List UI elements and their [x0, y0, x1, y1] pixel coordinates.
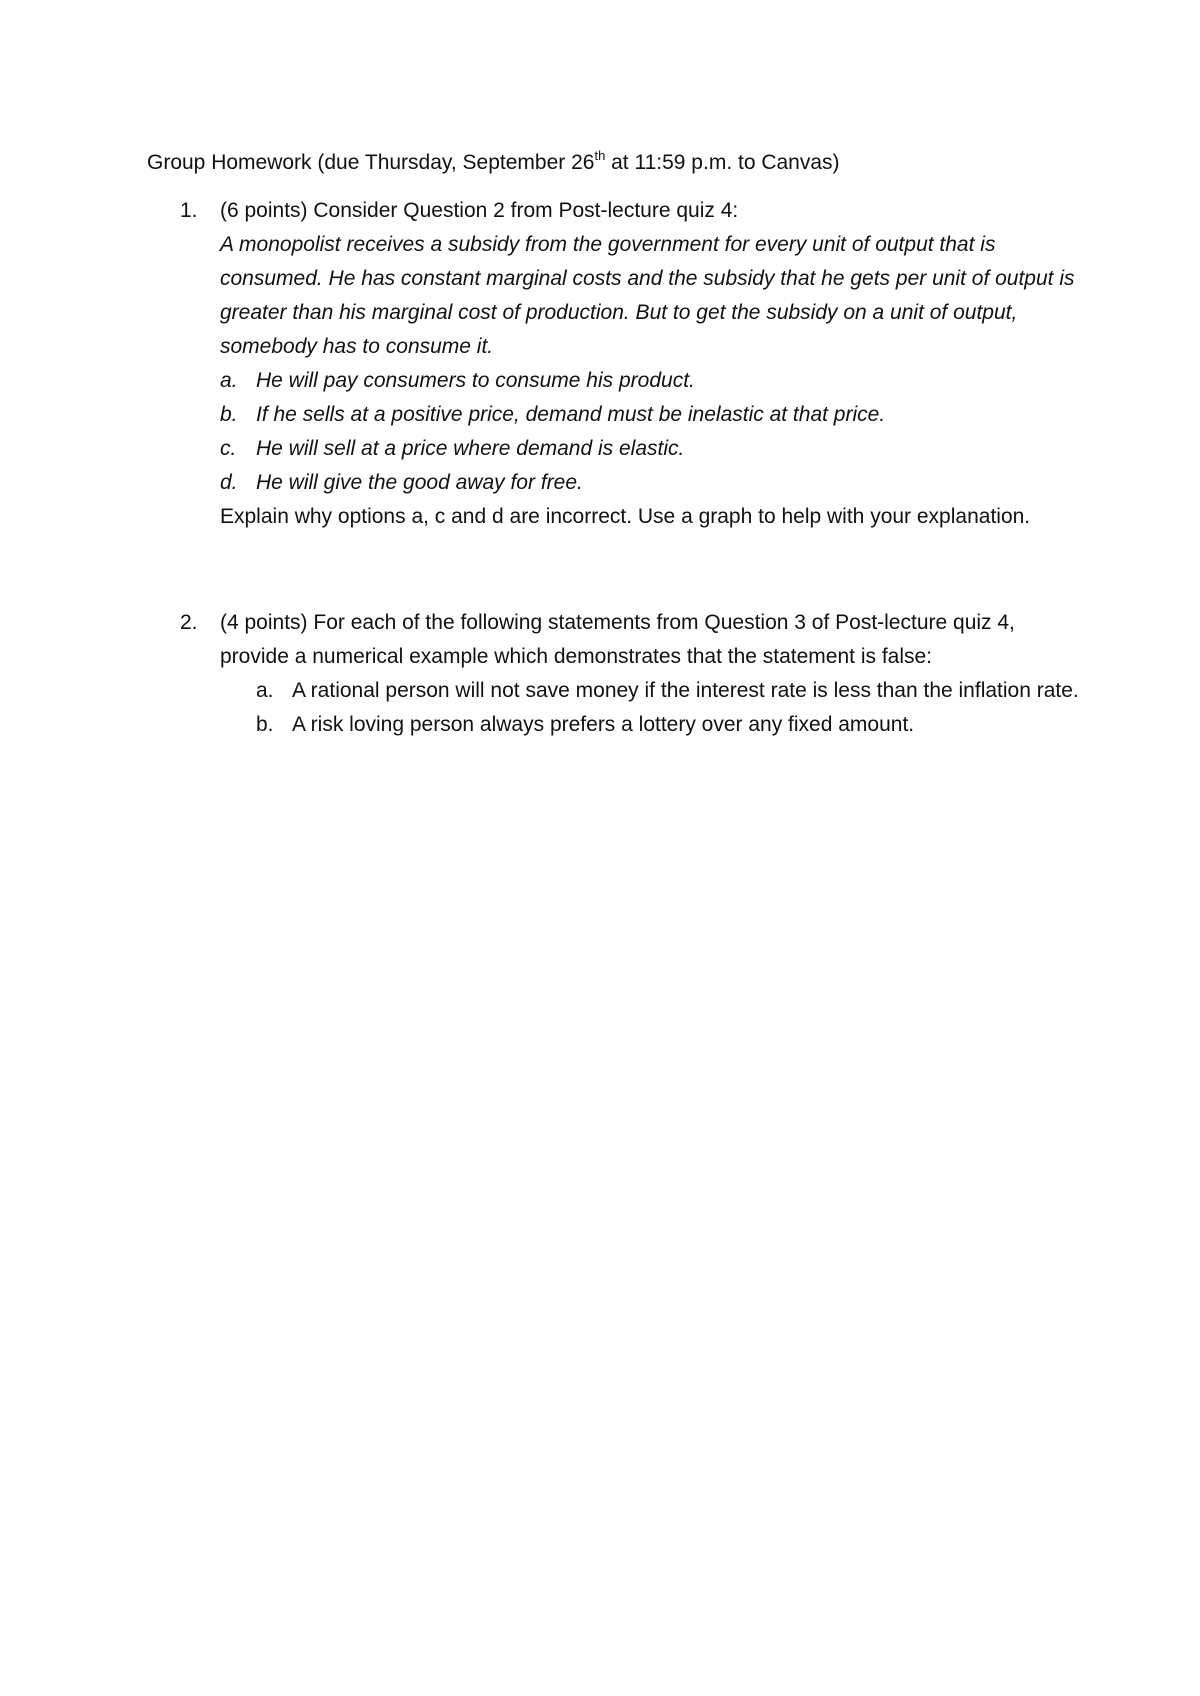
statement-letter: b.: [256, 713, 274, 736]
option-letter: c.: [220, 437, 237, 460]
option-text: He will give the good away for free.: [256, 471, 583, 494]
quiz-quote: A monopolist receives a subsidy from the government for every unit of output that is consumed. He has constant marginal costs and the subsidy that he gets per unit of output is greater than his marginal cost of production. But to get the subsidy on a unit of output, somebody has to consume it.: [220, 233, 1075, 358]
option-letter: d.: [220, 471, 238, 494]
statement-text: A rational person will not save money if the interest rate is less than the inflation rate.: [292, 679, 1079, 702]
statement-letter: a.: [256, 679, 274, 702]
option-text: If he sells at a positive price, demand must be inelastic at that price.: [256, 403, 886, 426]
option-letter: b.: [220, 403, 238, 426]
option-d: [220, 466, 1080, 500]
title-text: Group Homework (due Thursday, September 26: [147, 151, 595, 174]
option-text: He will sell at a price where demand is elastic.: [256, 437, 685, 460]
statement-list: [256, 674, 1080, 742]
option-list: [220, 364, 1080, 500]
statement-text: A risk loving person always prefers a lottery over any fixed amount.: [292, 713, 915, 736]
question-number: 2.: [180, 611, 198, 634]
option-letter: a.: [220, 369, 238, 392]
question-intro: (6 points) Consider Question 2 from Post-lecture quiz 4:: [220, 199, 739, 222]
title-text-end: at 11:59 p.m. to Canvas): [605, 151, 840, 174]
question-body: [220, 606, 1080, 742]
option-a: [220, 364, 1080, 398]
homework-title: [147, 146, 840, 180]
option-text: He will pay consumers to consume his product.: [256, 369, 695, 392]
question-1: [180, 194, 1080, 534]
question-2: [180, 606, 1080, 742]
question-number: 1.: [180, 199, 198, 222]
question-instruction: Explain why options a, c and d are incorrect. Use a graph to help with your explanation.: [220, 505, 1031, 528]
question-intro: (4 points) For each of the following statements from Question 3 of Post-lecture quiz 4, provide a numerical example which demonstrates that the statement is false:: [220, 611, 1015, 668]
title-superscript: th: [594, 148, 606, 163]
option-b: [220, 398, 1080, 432]
question-body: [220, 194, 1080, 534]
statement-a: [256, 674, 1080, 708]
option-c: [220, 432, 1080, 466]
statement-b: [256, 708, 1080, 742]
